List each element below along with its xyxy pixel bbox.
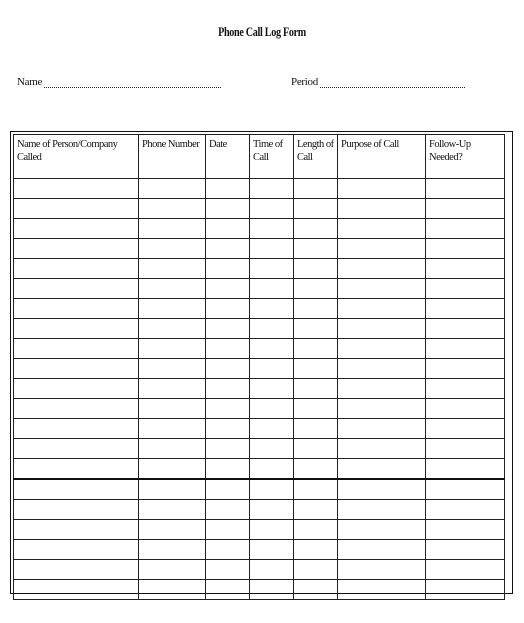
date-cell[interactable]	[206, 520, 250, 540]
follow-up-cell[interactable]	[426, 339, 505, 359]
follow-up-cell[interactable]	[426, 419, 505, 439]
length-cell[interactable]	[294, 259, 338, 279]
table-body	[14, 179, 505, 600]
time-cell[interactable]	[250, 379, 294, 399]
phone-cell[interactable]	[139, 339, 206, 359]
time-cell[interactable]	[250, 419, 294, 439]
name-cell[interactable]	[14, 299, 139, 319]
phone-cell[interactable]	[139, 219, 206, 239]
time-cell[interactable]	[250, 179, 294, 199]
date-cell[interactable]	[206, 580, 250, 600]
name-cell[interactable]	[14, 199, 139, 219]
follow-up-cell[interactable]	[426, 520, 505, 540]
purpose-cell[interactable]	[338, 319, 426, 339]
purpose-cell[interactable]	[338, 479, 426, 500]
length-cell[interactable]	[294, 339, 338, 359]
phone-cell[interactable]	[139, 379, 206, 399]
purpose-cell[interactable]	[338, 560, 426, 580]
table-row	[14, 219, 505, 239]
length-cell[interactable]	[294, 439, 338, 459]
name-cell[interactable]	[14, 279, 139, 299]
call-log-table	[13, 134, 505, 600]
date-cell[interactable]	[206, 439, 250, 459]
name-cell[interactable]	[14, 259, 139, 279]
purpose-cell[interactable]	[338, 540, 426, 560]
time-cell[interactable]	[250, 580, 294, 600]
purpose-cell[interactable]	[338, 259, 426, 279]
date-cell[interactable]	[206, 359, 250, 379]
purpose-cell[interactable]	[338, 419, 426, 439]
follow-up-cell[interactable]	[426, 239, 505, 259]
date-cell[interactable]	[206, 500, 250, 520]
follow-up-cell[interactable]	[426, 299, 505, 319]
follow-up-cell[interactable]	[426, 219, 505, 239]
phone-cell[interactable]	[139, 419, 206, 439]
name-cell[interactable]	[14, 520, 139, 540]
follow-up-cell[interactable]	[426, 359, 505, 379]
length-cell[interactable]	[294, 219, 338, 239]
length-cell[interactable]	[294, 419, 338, 439]
table-row	[14, 279, 505, 299]
follow-up-cell[interactable]	[426, 439, 505, 459]
time-cell[interactable]	[250, 199, 294, 219]
phone-cell[interactable]	[139, 580, 206, 600]
period-field	[291, 76, 465, 88]
call-log-table-frame	[10, 131, 513, 594]
phone-cell[interactable]	[139, 540, 206, 560]
length-cell[interactable]	[294, 479, 338, 500]
follow-up-cell[interactable]	[426, 540, 505, 560]
follow-up-cell[interactable]	[426, 319, 505, 339]
purpose-cell[interactable]	[338, 339, 426, 359]
phone-cell[interactable]	[139, 239, 206, 259]
phone-cell[interactable]	[139, 439, 206, 459]
follow-up-cell[interactable]	[426, 479, 505, 500]
follow-up-cell[interactable]	[426, 500, 505, 520]
header-phone-number: Phone Number	[139, 135, 206, 179]
table-row	[14, 339, 505, 359]
date-cell[interactable]	[206, 259, 250, 279]
follow-up-cell[interactable]	[426, 459, 505, 480]
table-row	[14, 199, 505, 219]
phone-cell[interactable]	[139, 520, 206, 540]
time-cell[interactable]	[250, 560, 294, 580]
purpose-cell[interactable]	[338, 459, 426, 480]
date-cell[interactable]	[206, 239, 250, 259]
phone-cell[interactable]	[139, 259, 206, 279]
purpose-cell[interactable]	[338, 279, 426, 299]
table-row	[14, 359, 505, 379]
purpose-cell[interactable]	[338, 439, 426, 459]
table-row	[14, 299, 505, 319]
length-cell[interactable]	[294, 580, 338, 600]
time-cell[interactable]	[250, 339, 294, 359]
name-cell[interactable]	[14, 179, 139, 199]
time-cell[interactable]	[250, 259, 294, 279]
phone-cell[interactable]	[139, 179, 206, 199]
time-cell[interactable]	[250, 319, 294, 339]
length-cell[interactable]	[294, 520, 338, 540]
phone-cell[interactable]	[139, 479, 206, 500]
purpose-cell[interactable]	[338, 580, 426, 600]
table-row	[14, 319, 505, 339]
phone-cell[interactable]	[139, 399, 206, 419]
name-cell[interactable]	[14, 540, 139, 560]
length-cell[interactable]	[294, 279, 338, 299]
table-row	[14, 540, 505, 560]
table-row	[14, 479, 505, 500]
follow-up-cell[interactable]	[426, 279, 505, 299]
purpose-cell[interactable]	[338, 500, 426, 520]
table-row	[14, 399, 505, 419]
name-cell[interactable]	[14, 319, 139, 339]
table-row	[14, 419, 505, 439]
date-cell[interactable]	[206, 479, 250, 500]
name-cell[interactable]	[14, 219, 139, 239]
table-row	[14, 179, 505, 199]
table-row	[14, 520, 505, 540]
time-cell[interactable]	[250, 279, 294, 299]
table-row	[14, 500, 505, 520]
phone-cell[interactable]	[139, 459, 206, 480]
name-cell[interactable]	[14, 580, 139, 600]
time-cell[interactable]	[250, 540, 294, 560]
name-label: Name	[17, 76, 43, 88]
length-cell[interactable]	[294, 319, 338, 339]
name-blank-line[interactable]	[44, 77, 221, 88]
name-cell[interactable]	[14, 479, 139, 500]
table-row	[14, 379, 505, 399]
time-cell[interactable]	[250, 359, 294, 379]
name-cell[interactable]	[14, 560, 139, 580]
time-cell[interactable]	[250, 219, 294, 239]
length-cell[interactable]	[294, 359, 338, 379]
follow-up-cell[interactable]	[426, 179, 505, 199]
length-cell[interactable]	[294, 379, 338, 399]
time-cell[interactable]	[250, 399, 294, 419]
time-cell[interactable]	[250, 239, 294, 259]
header-name-of-person: Name of Person/Company Called	[14, 135, 139, 179]
follow-up-cell[interactable]	[426, 399, 505, 419]
date-cell[interactable]	[206, 219, 250, 239]
date-cell[interactable]	[206, 299, 250, 319]
length-cell[interactable]	[294, 179, 338, 199]
follow-up-cell[interactable]	[426, 580, 505, 600]
name-cell[interactable]	[14, 239, 139, 259]
table-row	[14, 459, 505, 480]
phone-cell[interactable]	[139, 299, 206, 319]
follow-up-cell[interactable]	[426, 199, 505, 219]
date-cell[interactable]	[206, 319, 250, 339]
table-row	[14, 239, 505, 259]
table-row	[14, 580, 505, 600]
header-follow-up-needed: Follow-Up Needed?	[426, 135, 505, 179]
time-cell[interactable]	[250, 459, 294, 480]
time-cell[interactable]	[250, 299, 294, 319]
follow-up-cell[interactable]	[426, 379, 505, 399]
date-cell[interactable]	[206, 199, 250, 219]
period-blank-line[interactable]	[320, 77, 465, 88]
length-cell[interactable]	[294, 540, 338, 560]
name-cell[interactable]	[14, 379, 139, 399]
purpose-cell[interactable]	[338, 359, 426, 379]
time-cell[interactable]	[250, 479, 294, 500]
header-purpose-of-call: Purpose of Call	[338, 135, 426, 179]
date-cell[interactable]	[206, 560, 250, 580]
table-header-row	[14, 135, 505, 179]
phone-cell[interactable]	[139, 319, 206, 339]
time-cell[interactable]	[250, 439, 294, 459]
length-cell[interactable]	[294, 399, 338, 419]
date-cell[interactable]	[206, 459, 250, 480]
name-cell[interactable]	[14, 419, 139, 439]
length-cell[interactable]	[294, 239, 338, 259]
purpose-cell[interactable]	[338, 239, 426, 259]
follow-up-cell[interactable]	[426, 259, 505, 279]
header-date: Date	[206, 135, 250, 179]
phone-cell[interactable]	[139, 500, 206, 520]
form-title: Phone Call Log Form	[218, 24, 306, 39]
date-cell[interactable]	[206, 540, 250, 560]
date-cell[interactable]	[206, 279, 250, 299]
header-time-of-call: Time of Call	[250, 135, 294, 179]
purpose-cell[interactable]	[338, 299, 426, 319]
name-cell[interactable]	[14, 399, 139, 419]
table-row	[14, 439, 505, 459]
table-row	[14, 259, 505, 279]
phone-cell[interactable]	[139, 279, 206, 299]
name-cell[interactable]	[14, 459, 139, 480]
name-field	[17, 76, 221, 88]
phone-cell[interactable]	[139, 560, 206, 580]
phone-cell[interactable]	[139, 359, 206, 379]
header-length-of-call: Length of Call	[294, 135, 338, 179]
time-cell[interactable]	[250, 520, 294, 540]
table-row	[14, 560, 505, 580]
purpose-cell[interactable]	[338, 399, 426, 419]
follow-up-cell[interactable]	[426, 560, 505, 580]
time-cell[interactable]	[250, 500, 294, 520]
name-cell[interactable]	[14, 359, 139, 379]
date-cell[interactable]	[206, 419, 250, 439]
purpose-cell[interactable]	[338, 379, 426, 399]
date-cell[interactable]	[206, 399, 250, 419]
length-cell[interactable]	[294, 199, 338, 219]
phone-cell[interactable]	[139, 199, 206, 219]
date-cell[interactable]	[206, 339, 250, 359]
purpose-cell[interactable]	[338, 179, 426, 199]
length-cell[interactable]	[294, 299, 338, 319]
date-cell[interactable]	[206, 179, 250, 199]
name-cell[interactable]	[14, 339, 139, 359]
purpose-cell[interactable]	[338, 199, 426, 219]
name-cell[interactable]	[14, 500, 139, 520]
length-cell[interactable]	[294, 560, 338, 580]
date-cell[interactable]	[206, 379, 250, 399]
purpose-cell[interactable]	[338, 520, 426, 540]
length-cell[interactable]	[294, 459, 338, 480]
name-cell[interactable]	[14, 439, 139, 459]
period-label: Period	[291, 76, 318, 88]
purpose-cell[interactable]	[338, 219, 426, 239]
length-cell[interactable]	[294, 500, 338, 520]
